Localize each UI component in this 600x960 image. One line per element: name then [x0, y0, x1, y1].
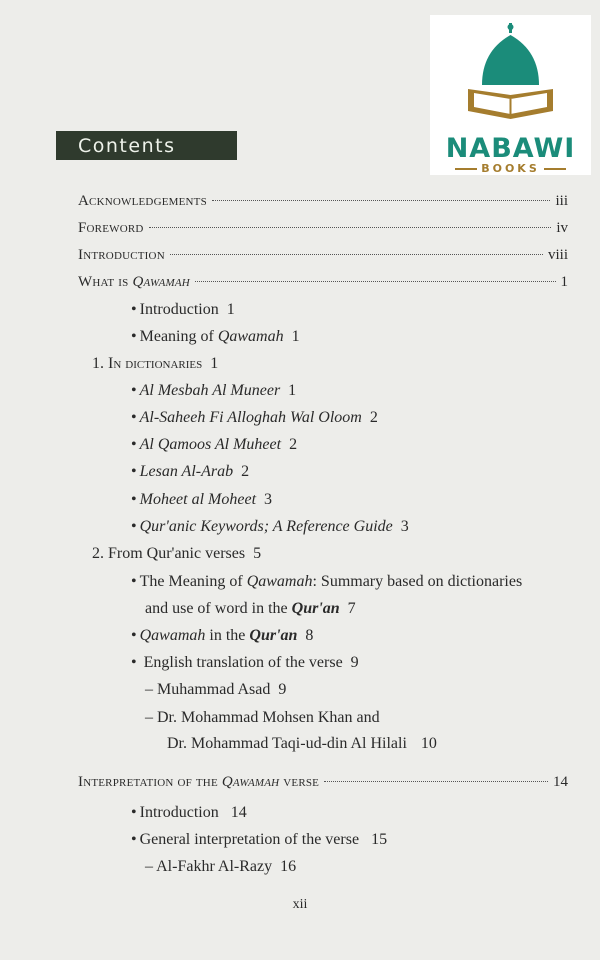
toc-title: What is Qawamah	[78, 274, 190, 290]
toc-entry-foreword[interactable]	[78, 218, 568, 238]
logo-subtitle: BOOKS	[430, 163, 591, 175]
toc-page: iv	[556, 220, 568, 236]
contents-title: Contents	[78, 134, 176, 157]
toc-entry-interpretation[interactable]	[78, 772, 568, 792]
toc-page: 1	[560, 274, 568, 290]
dot-leader	[170, 254, 543, 255]
logo-name: NABAWI	[445, 133, 576, 164]
toc-page: 14	[553, 774, 568, 790]
toc-title: Introduction	[78, 247, 165, 263]
page-number: xii	[292, 897, 308, 912]
toc-page: iii	[555, 193, 568, 209]
dome-book-icon	[430, 15, 591, 135]
toc-sub-introduction-14[interactable]: • Introduction 14	[131, 804, 247, 821]
dot-leader	[212, 200, 551, 201]
toc-title: Interpretation of the Qawamah verse	[78, 774, 320, 790]
toc-title-italic: Qawamah	[132, 274, 190, 290]
toc-sub-razy[interactable]: – Al-Fakhr Al-Razy 16	[145, 858, 297, 875]
toc-page: viii	[547, 247, 568, 263]
toc-sub-summary-line2[interactable]: and use of word in the Qur'an 7	[145, 600, 356, 617]
toc-sub-english[interactable]: • English translation of the verse 9	[131, 654, 359, 671]
dot-leader	[149, 227, 552, 228]
toc-entry-what-is-qawamah[interactable]	[78, 272, 568, 292]
toc-sub-summary[interactable]: • The Meaning of Qawamah: Summary based on dictionaries	[131, 573, 523, 590]
toc-sub-introduction[interactable]: • Introduction 1	[131, 301, 235, 318]
toc-sub-qawamah-quran[interactable]: • Qawamah in the Qur'an 8	[131, 627, 314, 644]
toc-sub-verses[interactable]: 2. From Qur'anic verses 5	[92, 545, 262, 562]
toc-sub-moheet[interactable]: • Moheet al Moheet 3	[131, 491, 273, 508]
toc-sub-keywords[interactable]: • Qur'anic Keywords; A Reference Guide 3	[131, 518, 409, 535]
dot-leader	[195, 281, 556, 282]
toc-sub-mesbah[interactable]: • Al Mesbah Al Muneer 1	[131, 382, 297, 399]
toc-sub-khan[interactable]: – Dr. Mohammad Mohsen Khan and	[145, 709, 380, 726]
toc-sub-dictionaries[interactable]: 1. In dictionaries 1	[92, 355, 219, 372]
toc-entry-acknowledgements[interactable]	[78, 191, 568, 211]
nabawi-books-logo	[430, 15, 591, 175]
contents-heading	[56, 131, 237, 160]
toc-sub-lesan[interactable]: • Lesan Al-Arab 2	[131, 463, 250, 480]
toc-sub-asad[interactable]: – Muhammad Asad 9	[145, 681, 287, 698]
toc-sub-saheeh[interactable]: • Al-Saheeh Fi Alloghah Wal Oloom 2	[131, 409, 378, 426]
toc-title: Foreword	[78, 220, 144, 236]
dot-leader	[324, 781, 548, 782]
toc-sub-hilali[interactable]: Dr. Mohammad Taqi-ud-din Al Hilali 10	[167, 735, 437, 752]
toc-sub-general[interactable]: • General interpretation of the verse 15	[131, 831, 388, 848]
toc-sub-qamoos[interactable]: • Al Qamoos Al Muheet 2	[131, 436, 298, 453]
toc-sub-meaning[interactable]: • Meaning of Qawamah 1	[131, 328, 300, 345]
toc-title: Acknowledgements	[78, 193, 207, 209]
toc-entry-introduction[interactable]	[78, 245, 568, 265]
